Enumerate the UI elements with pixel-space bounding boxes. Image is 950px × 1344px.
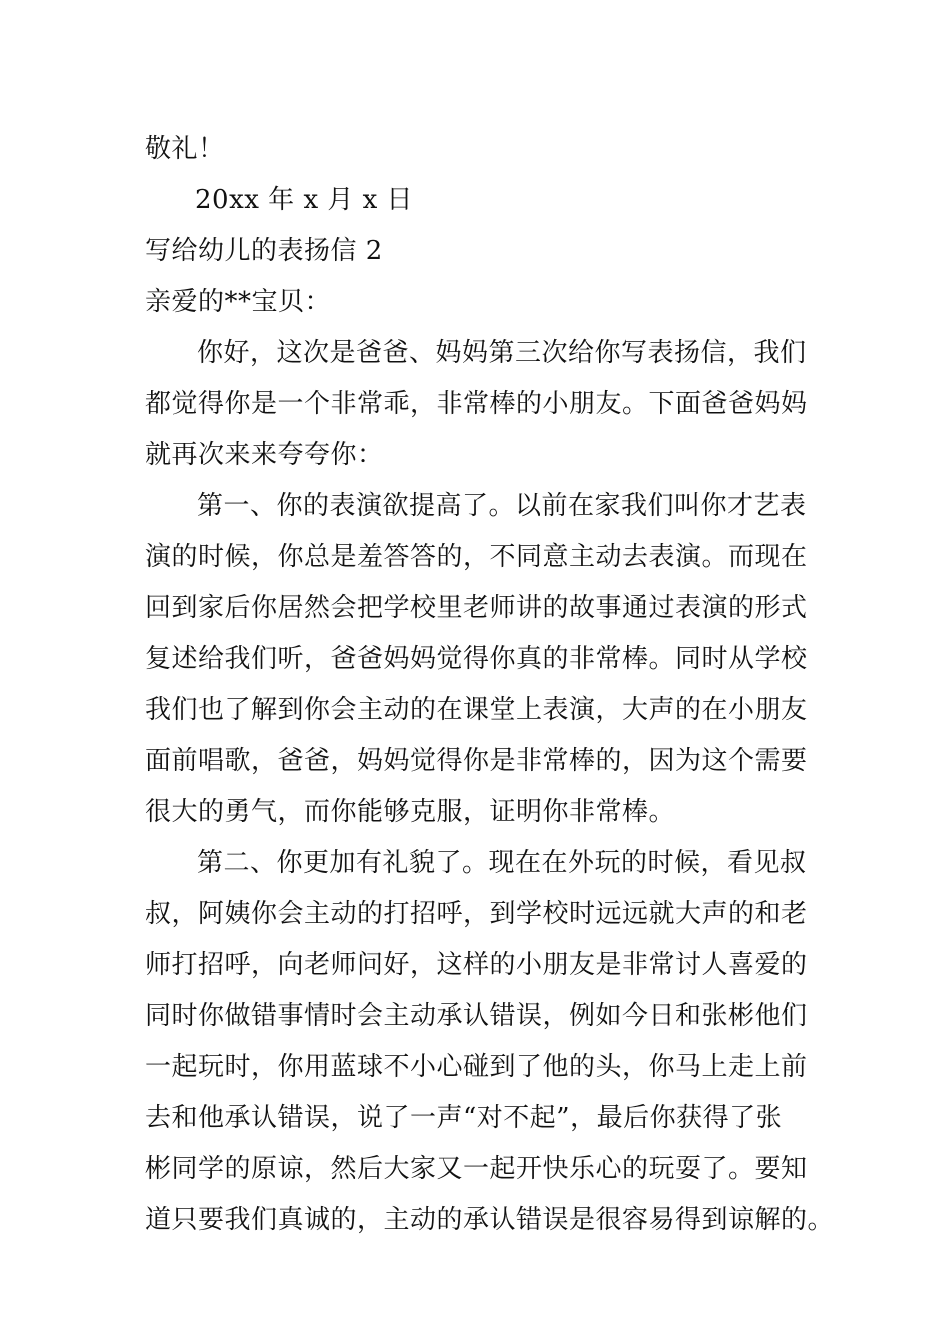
paragraph-line: 道只要我们真诚的，主动的承认错误是很容易得到谅解的。 bbox=[145, 1205, 835, 1235]
paragraph-line: 演的时候，你总是羞答答的，不同意主动去表演。而现在 bbox=[145, 542, 808, 572]
paragraph-line: 同时你做错事情时会主动承认错误，例如今日和张彬他们 bbox=[145, 1001, 808, 1031]
paragraph-line: 师打招呼，向老师问好，这样的小朋友是非常讨人喜爱的 bbox=[145, 950, 808, 980]
paragraph-line: 去和他承认错误，说了一声“对不起”，最后你获得了张 bbox=[145, 1103, 783, 1133]
paragraph-line: 复述给我们听，爸爸妈妈觉得你真的非常棒。同时从学校 bbox=[145, 644, 808, 674]
paragraph-line: 第二、你更加有礼貌了。现在在外玩的时候，看见叔 bbox=[197, 848, 807, 878]
paragraph-line: 我们也了解到你会主动的在课堂上表演，大声的在小朋友 bbox=[145, 695, 808, 725]
paragraph-line: 第一、你的表演欲提高了。以前在家我们叫你才艺表 bbox=[197, 491, 807, 521]
paragraph-line: 彬同学的原谅，然后大家又一起开快乐心的玩耍了。要知 bbox=[145, 1154, 808, 1184]
paragraph-line: 很大的勇气，而你能够克服，证明你非常棒。 bbox=[145, 797, 676, 827]
salutation-line: 亲爱的**宝贝： bbox=[145, 287, 332, 317]
paragraph-line: 就再次来来夸夸你： bbox=[145, 440, 384, 470]
paragraph-line: 一起玩时，你用蓝球不小心碰到了他的头，你马上走上前 bbox=[145, 1052, 808, 1082]
letter-title: 写给幼儿的表扬信 2 bbox=[145, 236, 383, 266]
paragraph-line: 都觉得你是一个非常乖，非常棒的小朋友。下面爸爸妈妈 bbox=[145, 389, 808, 419]
paragraph-line: 叔，阿姨你会主动的打招呼，到学校时远远就大声的和老 bbox=[145, 899, 808, 929]
closing-line: 敬礼！ bbox=[145, 134, 225, 164]
date-line: 20xx 年 x 月 x 日 bbox=[195, 185, 414, 215]
paragraph-line: 你好，这次是爸爸、妈妈第三次给你写表扬信，我们 bbox=[197, 338, 807, 368]
paragraph-line: 面前唱歌，爸爸，妈妈觉得你是非常棒的，因为这个需要 bbox=[145, 746, 808, 776]
paragraph-line: 回到家后你居然会把学校里老师讲的故事通过表演的形式 bbox=[145, 593, 808, 623]
